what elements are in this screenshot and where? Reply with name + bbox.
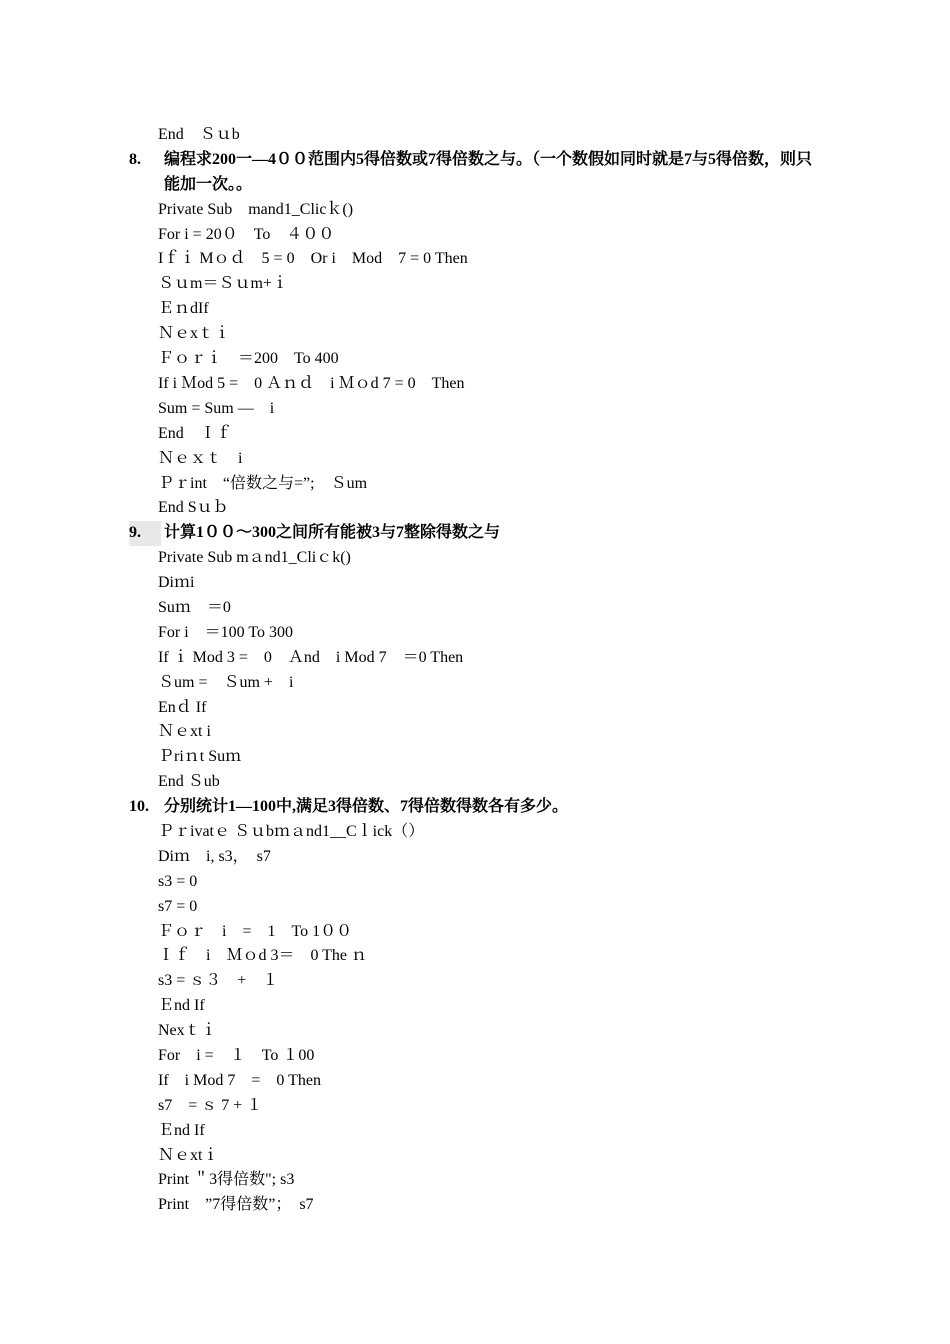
code-line: Ｆｏｒｉ ＝200 To 400 [158,350,339,368]
code-line: Ｐｒint “倍数之与=”; Ｓum [158,474,368,492]
code-line: Ｎｅxt i [158,723,211,741]
code-line: Ｎｅxtｉ [158,1146,219,1164]
code-line: s3 = ｓ３ + １ [158,972,279,990]
code-line: End Ｓｕb [158,126,240,143]
question-10-code [0,820,950,1218]
code-line: Diｍi [158,574,195,592]
code-line: Private Sub mand1_Clicｋ() [158,200,354,218]
question-number: 8. [129,150,141,168]
code-line: ＥｎdIf [158,300,209,318]
code-line: Enｄ If [158,698,207,716]
code-line: Ｆｏｒ i = 1 To 1００ [158,922,353,940]
code-line: Ｐriｎt Suｍ [158,748,242,766]
question-9-heading [129,521,950,546]
code-line: End Ｉｆ [158,424,232,442]
code-line: Print ＂3得倍数"; s3 [158,1171,295,1189]
code-line: End Sｕｂ [158,499,229,517]
code-line: Nexｔｉ [158,1022,217,1040]
code-line: Ｎｅｘｔ i [158,449,243,467]
code-line: For i = １ To １00 [158,1047,315,1065]
question-8-heading [129,148,950,198]
code-line: s7 = ｓ 7 + １ [158,1096,263,1114]
question-number: 9. [129,521,161,546]
question-title: 分别统计1—100中,满足3得倍数、7得倍数得数各有多少。 [164,798,569,816]
code-line: If i Mod 7 = 0 Then [158,1071,321,1089]
code-line: End Ｓub [158,773,220,791]
code-line: Suｍ ＝0 [158,598,231,616]
code-line: s3 = 0 [158,872,198,890]
code-line: Sum = Sum — i [158,399,275,417]
code-line: Diｍ i, s3， s7 [158,847,271,865]
document-page [0,123,950,1218]
code-line: Ｐｒivatｅ Ｓｕbｍａnd1__Cｌick（） [158,823,425,840]
code-line: Iｆｉ Mｏｄ 5 = 0 Or i Mod 7 = 0 Then [158,250,468,268]
question-title: 计算1００～300之间所有能被3与7整除得数之与 [164,524,501,542]
code-line: Private Sub mａnd1_Cliｃk() [158,549,351,567]
question-title: 编程求200一—4００范围内5得倍数或7得倍数之与。（一个数假如同时就是7与5得倍数，则只能加一次。。 [164,150,813,193]
code-line: Print ”7得倍数”； s7 [158,1196,314,1214]
code-line: Ｅnd If [158,997,205,1015]
question-9-code [0,546,950,795]
question-8-code [0,198,950,522]
code-line: Ｓｕm＝Ｓｕm+ｉ [158,275,288,293]
code-line: For i = 20０ To ４００ [158,225,335,243]
code-line: Ｓum = Ｓum + i [158,673,294,691]
code-line: s7 = 0 [158,897,198,915]
code-line: For i ＝100 To 300 [158,623,294,641]
code-line: If ｉ Mod 3 = 0 Ａnd i Mod 7 ＝0 Then [158,648,464,666]
code-line: Ｅnd If [158,1121,205,1139]
code-line: If i Ｍod 5 = 0 Ａｎｄ i Ｍｏd 7 = 0 Then [158,374,465,392]
question-number: 10. [129,798,149,816]
code-line: Ｎｅxｔｉ [158,325,231,343]
question-10-heading [129,795,950,820]
code-line: Ｉｆ i Ｍｏd 3＝ 0 The ｎ [158,947,368,965]
